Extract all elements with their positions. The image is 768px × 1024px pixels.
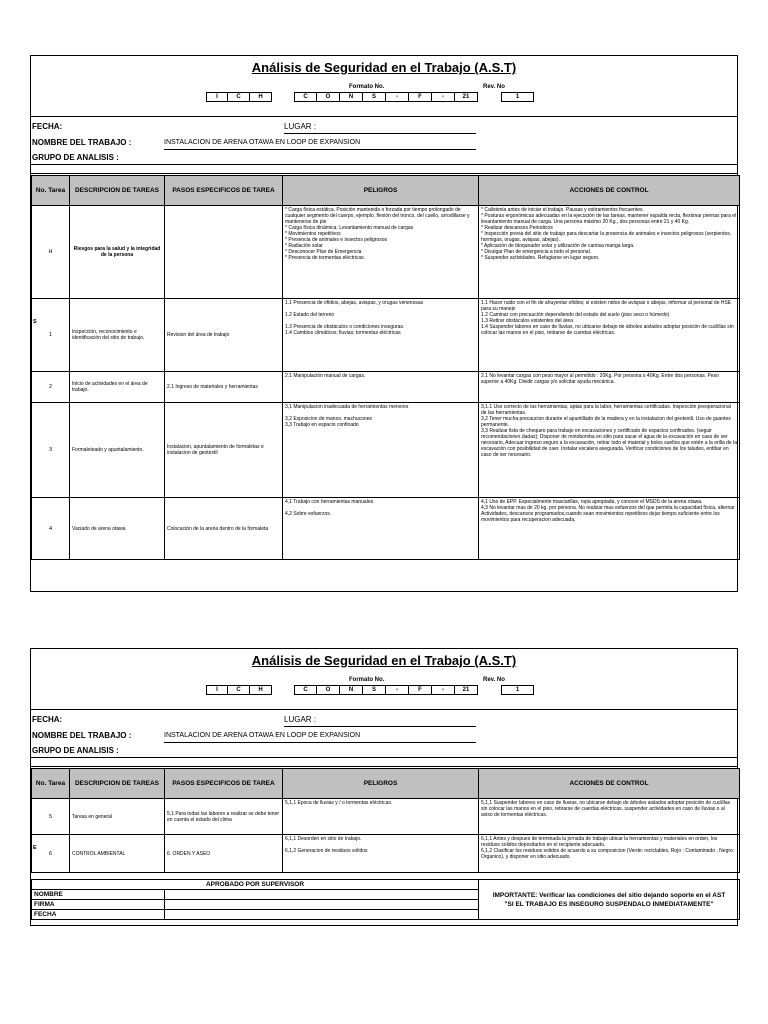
code-box: I xyxy=(206,685,228,695)
rev-label: Rev. No xyxy=(483,677,505,683)
hazard-line: * Carga física estática. Posición mantenida o forzada por tiempo prolongado de cualquier segmento del cuerpo, ejemplo, flexión del tronco, del cuello, arrodillarse y mantenerse de pie xyxy=(285,207,470,225)
code-box: - xyxy=(432,92,455,102)
divider xyxy=(31,766,737,767)
control-line: 2.1 No levantar cargas con peso mayor al permitido : 20Kg. Por persona o 40Kg. Entre dos personas. Peso superior a 40Kg. Dividir cargas y/o solicitar ayuda mecánica. xyxy=(481,373,719,385)
firma-label: FIRMA xyxy=(32,900,165,910)
hazard-line: * Presencia de animales e insectos peligrosos xyxy=(285,237,387,243)
control-line: 4,3 No levantar mas de 20 kg. por persona. No realizar mas esfuerzos del que permita la capacidad física, alternar Actividades, descansos programados,cuando sean movimientos repetitivos dejar tiempo suficiente entre los movimientos para recuperacion adecuada, xyxy=(481,505,735,523)
table-row xyxy=(32,299,740,372)
code-box: 21 xyxy=(455,92,478,102)
lugar-underline xyxy=(284,726,476,727)
code-box: S xyxy=(363,92,386,102)
hazards-cell xyxy=(283,206,479,299)
hazards-cell xyxy=(283,498,479,560)
hazard-line: * Carga física dinámica: Levantamiento manual de cargas xyxy=(285,225,414,231)
control-line: 3,2 Tener mucha precaucion durante el apuntillado de la madera y en la instalacion del geotextil. Uso de guantes permanente. xyxy=(481,416,731,428)
code-box: - xyxy=(386,685,409,695)
hazards-cell xyxy=(283,835,479,873)
trabajo-label: NOMBRE DEL TRABAJO : xyxy=(32,138,132,147)
controls-cell xyxy=(479,372,740,403)
hazard-line: 5,1,1 Epoca de lluvias y / o tormentas eléctricas. xyxy=(285,800,393,806)
task-description: CONTROL AMBIENTAL xyxy=(70,835,165,873)
code-box: S xyxy=(363,685,386,695)
trabajo-label: NOMBRE DEL TRABAJO : xyxy=(32,731,132,740)
hazard-line: 6,1,2 Generacion de residuos solidos xyxy=(285,848,368,854)
task-steps: 6. ORDEN Y ASEO xyxy=(165,835,283,873)
table-row xyxy=(32,403,740,498)
controls-cell xyxy=(479,299,740,372)
control-line: * Realizar descansos Periodicos xyxy=(481,225,553,231)
task-steps: 5,1 Para todas las labores a realizar se debe tener en cuenta el estado del clima xyxy=(165,799,283,835)
code-box: F xyxy=(409,92,432,102)
code-box: C xyxy=(228,685,250,695)
rev-label: Rev. No xyxy=(483,84,505,90)
task-steps: Colocación de la arena dentro de la formaleta xyxy=(165,498,283,560)
form-title: Análisis de Seguridad en el Trabajo (A.S.T) xyxy=(251,653,517,668)
lugar-underline xyxy=(284,133,476,134)
task-description: Inspección, reconocimiento e identificación del sitio de trabajo. xyxy=(70,299,165,372)
divider xyxy=(31,164,737,165)
control-line: 1.2 Caminar con precaución dependiendo del estado del suelo (piso seco o húmedo) xyxy=(481,312,670,318)
col-acciones-header: ACCIONES DE CONTROL xyxy=(479,769,740,799)
control-line: * Posturas ergonómicas adecuadas en la ejecución de las tareas, mantener espalda recta, flexionar piernas para el levantamiento manual de carga. Una persona máximo 20 Kg., dos personas entre 21 y 40 Kg. xyxy=(481,213,737,225)
rev-box xyxy=(501,685,534,695)
task-number: H xyxy=(48,249,53,255)
hazard-line: 4,1 Trabajo con herramientas manuales. xyxy=(285,499,375,505)
hazards-cell xyxy=(283,799,479,835)
code-box: C xyxy=(294,92,317,102)
control-line: 4,1 Uso de EPP. Especialmente mascarillas, ropa apropiada, y conocer el MSDS de la arena otawa. xyxy=(481,499,703,505)
trabajo-underline xyxy=(164,149,476,150)
supervisor-approval-table xyxy=(31,879,740,920)
code-box: I xyxy=(206,92,228,102)
code-box: - xyxy=(386,92,409,102)
grupo-label: GRUPO DE ANALISIS : xyxy=(32,153,119,162)
col-num-header: No. Tarea xyxy=(32,176,70,206)
hazards-cell xyxy=(283,403,479,498)
control-line: 6,1,2 Clasificar los residuos solidos de acuerdo a su composicion (Verde: reciclables, Rojo : Contaminado , Negro: Organico), y disponer en sitio adecuado. xyxy=(481,848,735,860)
ast-form-page-2 xyxy=(30,648,738,926)
hazard-line: 3,3 Trabajo en espacio confinado xyxy=(285,422,359,428)
task-steps: 2.1 Ingreso de materiales y herramientas xyxy=(165,372,283,403)
code-box: O xyxy=(317,685,340,695)
code-box: O xyxy=(317,92,340,102)
code-box: C xyxy=(294,685,317,695)
fecha-label: FECHA: xyxy=(32,122,63,131)
task-number-cell xyxy=(32,206,70,299)
hazards-cell xyxy=(283,299,479,372)
lugar-label: LUGAR : xyxy=(284,715,317,724)
code-box: 21 xyxy=(455,685,478,695)
col-acciones-header: ACCIONES DE CONTROL xyxy=(479,176,740,206)
col-peligros-header: PELIGROS xyxy=(283,769,479,799)
col-pasos-header: PASOS ESPECIFICOS DE TAREA xyxy=(165,769,283,799)
control-line: * Calistenia antes de iniciar el trabajo. Pausas y estiramientos frecuentes. xyxy=(481,207,644,213)
hazard-line: * Desconocer Plan de Emergencia xyxy=(285,249,362,255)
important-note xyxy=(479,880,740,920)
important-line-2: "SI EL TRABAJO ES INSEGURO SUSPENDALO INMEDIATAMENTE" xyxy=(504,900,714,908)
firma-field[interactable] xyxy=(165,900,479,910)
task-description: Riesgos para la salud y la integridad de la persona xyxy=(70,206,165,299)
task-number-cell xyxy=(32,498,70,560)
rev-value: 1 xyxy=(501,685,534,695)
task-number: 2 xyxy=(48,384,53,390)
divider xyxy=(31,709,737,710)
hazard-line: 3,1 Manipulacion inadecuada de herramientas menores xyxy=(285,404,409,410)
nombre-field[interactable] xyxy=(165,890,479,900)
trabajo-value: INSTALACION DE ARENA OTAWA EN LOOP DE EXPANSION xyxy=(164,139,361,146)
trabajo-value: INSTALACION DE ARENA OTAWA EN LOOP DE EXPANSION xyxy=(164,732,361,739)
controls-cell xyxy=(479,498,740,560)
task-description: Formaleteado y apuntalamiento. xyxy=(70,403,165,498)
controls-cell xyxy=(479,206,740,299)
task-number-cell xyxy=(32,299,70,372)
col-pasos-header: PASOS ESPECIFICOS DE TAREA xyxy=(165,176,283,206)
rev-box xyxy=(501,92,534,102)
task-steps: Revision del área de trabajo xyxy=(165,299,283,372)
task-number-cell xyxy=(32,835,70,873)
cons-code-boxes xyxy=(294,92,478,102)
hazard-line: 1.3 Presencia de obstáculos o condiciones inseguras. xyxy=(285,324,405,330)
fecha-field[interactable] xyxy=(165,910,479,920)
col-peligros-header: PELIGROS xyxy=(283,176,479,206)
hazard-line: * Presencia de tormentas eléctricas. xyxy=(285,255,366,261)
control-line: 1.3 Retirar obstáculos existentes del área xyxy=(481,318,573,324)
control-line: * Suspender actividades. Refugiarse en lugar seguro. xyxy=(481,255,600,261)
nombre-label: NOMBRE xyxy=(32,890,165,900)
controls-cell xyxy=(479,799,740,835)
task-steps xyxy=(165,206,283,299)
hazard-line: 2.1 Manipulación manual de cargas. xyxy=(285,373,366,379)
task-number-cell xyxy=(32,403,70,498)
code-box: N xyxy=(340,685,363,695)
lugar-label: LUGAR : xyxy=(284,122,317,131)
side-letter: E xyxy=(33,845,37,852)
table-row xyxy=(32,835,740,873)
hazard-line: * Radiación solar xyxy=(285,243,323,249)
hazard-line: 1.1 Presencia de ofidios, abejas, avispas, y orugas venenosas xyxy=(285,300,424,306)
task-description: Inicio de actividades en el área de trabajo. xyxy=(70,372,165,403)
code-box: F xyxy=(409,685,432,695)
cons-code-boxes xyxy=(294,685,478,695)
form-title: Análisis de Seguridad en el Trabajo (A.S.T) xyxy=(251,60,517,75)
divider xyxy=(31,757,737,758)
table-row xyxy=(32,498,740,560)
task-number: 3 xyxy=(48,447,53,453)
fecha-label: FECHA: xyxy=(32,715,63,724)
control-line: 3,1.1 Uso correcto de las herramientas, aptas para la labor, herramientas certificadas. Inspección preoperacional de las herramientas. xyxy=(481,404,731,416)
hazard-line: 1.4 Cambios climáticos; lluvias; tormentas eléctricas xyxy=(285,330,401,336)
rev-value: 1 xyxy=(501,92,534,102)
code-box: N xyxy=(340,92,363,102)
task-number: 4 xyxy=(48,525,53,532)
task-number-cell xyxy=(32,372,70,403)
control-line: 3,3 Realizar lista de chequeo para trabajo en excavaciones y certificado de espacios confinados. (seguir recomendaciones dadas); Disponer de motobomba en sitio para sacar el agua de la excavación en caso de ser necesario, Adecuar ingreso seguro a la excavación, retirar todo el material y bolos sueltos que estén a la orilla de la excavación con posibilidad de caer. Instalar escalera asegurada. Verificar condiciones de los taludes, entibar en caso de ser necesario. xyxy=(481,428,737,458)
table-row xyxy=(32,372,740,403)
task-number-cell xyxy=(32,799,70,835)
hazard-line: 3,2 Exposicion de manos, machucones xyxy=(285,416,372,422)
table-row xyxy=(32,206,740,299)
hazard-line: 4,2 Sobre esfuerzos. xyxy=(285,511,332,517)
control-line: * Aplicación de bloqueador solar y utilización de camisa manga larga. xyxy=(481,243,635,249)
table-row xyxy=(32,799,740,835)
formato-label: Formato No. xyxy=(349,84,385,90)
controls-cell xyxy=(479,835,740,873)
code-box: C xyxy=(228,92,250,102)
table-header-row xyxy=(32,176,740,206)
side-letter: S xyxy=(33,319,37,326)
important-line-1: IMPORTANTE: Verificar las condiciones del sitio dejando soporte en el AST xyxy=(492,891,726,899)
task-number: 5 xyxy=(48,813,53,820)
hazards-cell xyxy=(283,372,479,403)
task-steps: Instalacion, apuntalamiento de formaletas e instalacion de geotextil xyxy=(165,403,283,498)
task-number: 6 xyxy=(48,850,53,857)
hazard-line: 6,1,1 Desorden en sitio de trabajo. xyxy=(285,836,362,842)
formato-label: Formato No. xyxy=(349,677,385,683)
ich-code-boxes xyxy=(206,685,272,695)
col-num-header: No. Tarea xyxy=(32,769,70,799)
control-line: 1.4 Suspender labores en caso de lluvias, no ubicarse debajo de árboles aislados adoptar posición de cuclillas sin colocar las manos en el piso, retirarse de cuerdas eléctricas. xyxy=(481,324,734,336)
divider xyxy=(31,173,737,174)
task-number: 1 xyxy=(48,332,53,338)
fecha-sig-label: FECHA xyxy=(32,910,165,920)
code-box: H xyxy=(250,685,272,695)
code-box: - xyxy=(432,685,455,695)
task-description: Vaciado de arena otawa xyxy=(70,498,165,560)
ich-code-boxes xyxy=(206,92,272,102)
grupo-label: GRUPO DE ANALISIS : xyxy=(32,746,119,755)
ast-form-page-1 xyxy=(30,55,738,592)
approval-header: APROBADO POR SUPERVISOR xyxy=(32,880,479,890)
trabajo-underline xyxy=(164,742,476,743)
control-line: * Inspección previa del sitio de trabajo para descartar la presencia de animales e insectos peligrosos (serpientes, hormigas, orugas, avispas, abejas). xyxy=(481,231,732,243)
control-line: 5,1,1 Suspender labores en caso de lluvias, no ubicarse debajo de árboles aislados adoptar posición de cuclillas sin colocar las manos en el piso, retirarse de cuerdas eléctricas. suspender actividades en caso de lluvias o al aviso de tormentas eléctricas. xyxy=(481,800,731,818)
ast-task-table xyxy=(31,175,740,560)
control-line: 1.1 Hacer ruido con el fin de ahuyentar ofidios; si existen nidos de avispas o abejas, informar al personal de HSE para su manejo xyxy=(481,300,732,312)
col-desc-header: DESCRIPCION DE TAREAS xyxy=(70,176,165,206)
col-desc-header: DESCRIPCION DE TAREAS xyxy=(70,769,165,799)
hazard-line: 1.2 Estado del terreno xyxy=(285,312,335,318)
code-box: H xyxy=(250,92,272,102)
task-description: Tareas en general xyxy=(70,799,165,835)
ast-task-table xyxy=(31,768,740,873)
divider xyxy=(31,116,737,117)
control-line: * Divulgar Plan de emergencia a todo el personal. xyxy=(481,249,592,255)
hazard-line: * Movimientos repetitivos xyxy=(285,231,341,237)
table-header-row xyxy=(32,769,740,799)
control-line: 6,1,1 Antes y despues de terminada la jornada de trabajo ubicar la herramientas y materiales en orden, los residuos solidos depositarlos en el recipiente adecuado. xyxy=(481,836,718,848)
controls-cell xyxy=(479,403,740,498)
